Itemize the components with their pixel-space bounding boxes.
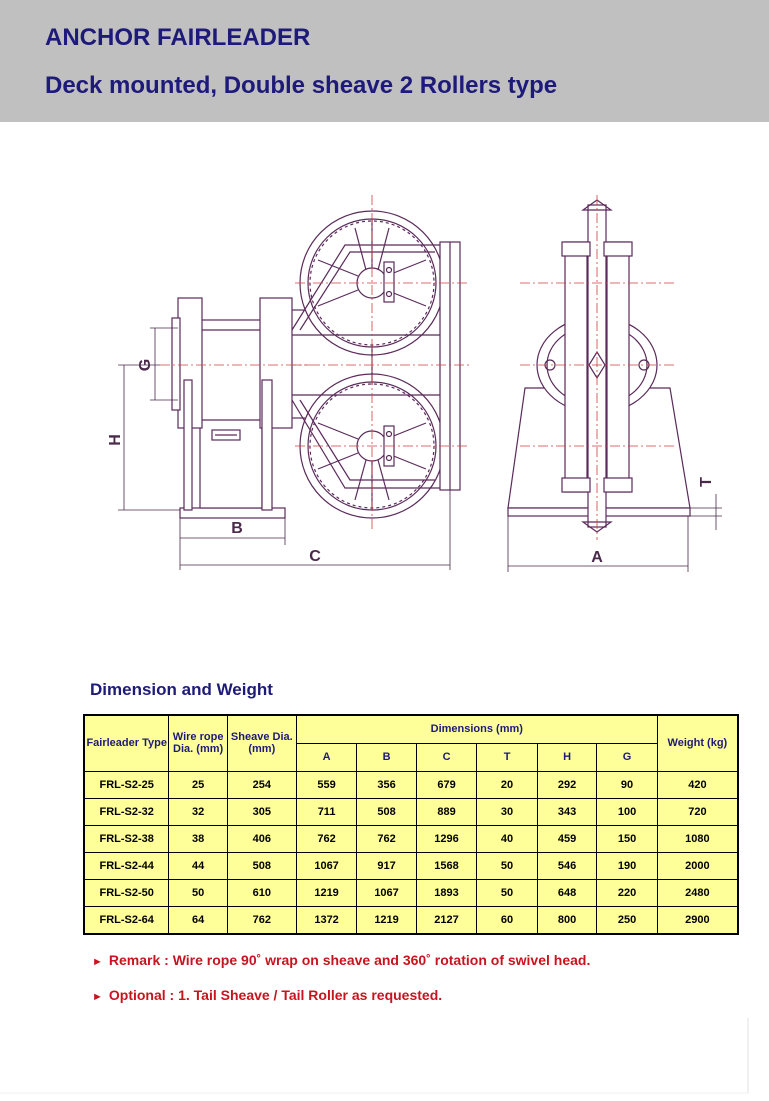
cell-c: 2127 [416,906,477,934]
page-edge-decoration [0,1008,769,1101]
dim-label-t: T [698,477,715,487]
dim-label-c: C [309,548,321,565]
header-wire-dia: Wire rope Dia. (mm) [169,715,227,771]
cell-type: FRL-S2-64 [84,906,169,934]
header-dimensions: Dimensions (mm) [296,715,657,743]
header-col-t: T [477,743,538,771]
page-title: ANCHOR FAIRLEADER [45,24,311,51]
dim-label-a: A [591,549,603,566]
dim-label-b: B [231,520,243,537]
cell-sheave: 610 [227,879,296,906]
table-row [84,852,738,879]
cell-c: 889 [416,798,477,825]
cell-t: 40 [477,825,538,852]
table-row [84,825,738,852]
cell-h: 546 [537,852,596,879]
arrow-right-icon: ► [92,956,103,968]
front-view [508,195,722,572]
cell-g: 250 [597,906,658,934]
cell-g: 220 [597,879,658,906]
cell-wire: 50 [169,879,227,906]
table-row [84,906,738,934]
optional-text: Optional : 1. Tail Sheave / Tail Roller as requested. [108,987,443,1003]
cell-weight: 2000 [657,852,738,879]
cell-weight: 2900 [657,906,738,934]
section-title: Dimension and Weight [90,680,273,699]
cell-t: 50 [477,879,538,906]
cell-t: 50 [477,852,538,879]
header-weight: Weight (kg) [657,715,738,771]
cell-sheave: 406 [227,825,296,852]
cell-weight: 2480 [657,879,738,906]
cell-b: 1067 [357,879,416,906]
cell-t: 30 [477,798,538,825]
side-view [107,195,470,570]
sheave-body-left [565,242,587,492]
cell-wire: 38 [169,825,227,852]
cell-c: 1568 [416,852,477,879]
cell-t: 20 [477,771,538,798]
cell-a: 711 [296,798,357,825]
cell-h: 459 [537,825,596,852]
optional-line [92,987,442,1003]
header-sheave-dia: Sheave Dia. (mm) [227,715,296,771]
cell-type: FRL-S2-44 [84,852,169,879]
cell-type: FRL-S2-25 [84,771,169,798]
cell-wire: 64 [169,906,227,934]
cell-sheave: 762 [227,906,296,934]
table-row [84,879,738,906]
sheave-body-right [607,242,629,492]
cell-a: 1372 [296,906,357,934]
arrow-right-icon: ► [92,991,103,1003]
cell-g: 190 [597,852,658,879]
cell-a: 762 [296,825,357,852]
cell-c: 1296 [416,825,477,852]
cell-h: 648 [537,879,596,906]
remark-text: Remark : Wire rope 90˚ wrap on sheave and 360˚ rotation of swivel head. [108,952,591,968]
cell-weight: 420 [657,771,738,798]
cell-g: 90 [597,771,658,798]
cell-weight: 1080 [657,825,738,852]
cell-b: 356 [357,771,416,798]
header-band [0,0,769,122]
cell-g: 100 [597,798,658,825]
technical-drawing [0,130,769,600]
cell-type: FRL-S2-32 [84,798,169,825]
drum-body [200,320,262,508]
cell-sheave: 305 [227,798,296,825]
header-col-g: G [597,743,658,771]
cell-b: 508 [357,798,416,825]
header-col-a: A [296,743,357,771]
cell-b: 1219 [357,906,416,934]
cell-h: 800 [537,906,596,934]
table-row [84,798,738,825]
cell-wire: 44 [169,852,227,879]
cell-sheave: 508 [227,852,296,879]
cell-b: 917 [357,852,416,879]
cell-h: 343 [537,798,596,825]
cell-a: 1219 [296,879,357,906]
cell-t: 60 [477,906,538,934]
cell-wire: 25 [169,771,227,798]
cell-g: 150 [597,825,658,852]
cell-weight: 720 [657,798,738,825]
dim-label-g: G [137,358,154,372]
dim-label-h: H [107,434,124,446]
header-col-h: H [537,743,596,771]
cell-c: 1893 [416,879,477,906]
cell-type: FRL-S2-38 [84,825,169,852]
cell-b: 762 [357,825,416,852]
cell-h: 292 [537,771,596,798]
dimension-table [83,714,739,935]
cell-c: 679 [416,771,477,798]
page-subtitle: Deck mounted, Double sheave 2 Rollers type [45,72,558,99]
table-row [84,771,738,798]
cell-sheave: 254 [227,771,296,798]
header-col-b: B [357,743,416,771]
remark-line [92,952,590,968]
cell-a: 559 [296,771,357,798]
cell-a: 1067 [296,852,357,879]
cell-wire: 32 [169,798,227,825]
header-col-c: C [416,743,477,771]
header-type: Fairleader Type [84,715,169,771]
cell-type: FRL-S2-50 [84,879,169,906]
